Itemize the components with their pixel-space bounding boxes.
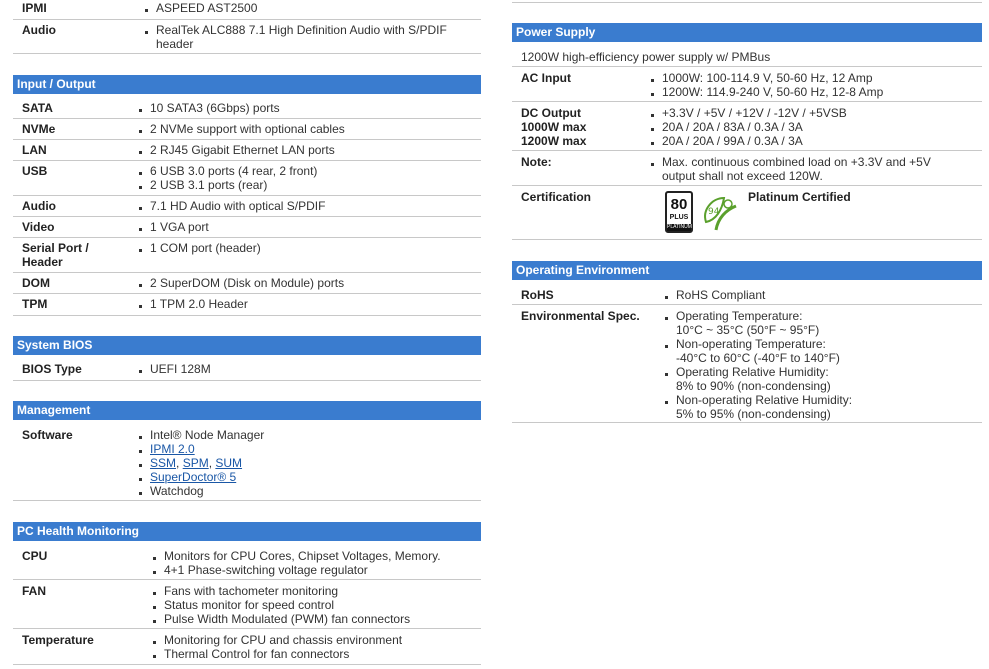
- value-item: +3.3V / +5V / +12V / -12V / +5VSB: [649, 106, 847, 120]
- row-values: [663, 309, 852, 421]
- spec-row-temperature: [13, 629, 481, 665]
- row-values: [137, 220, 209, 234]
- value-item-cont: 10°C ~ 35°C (50°F ~ 95°F): [676, 323, 820, 337]
- value-item-cont: header: [156, 37, 194, 51]
- row-label: BIOS Type: [22, 362, 82, 376]
- row-label: AC Input: [521, 71, 571, 85]
- row-values: [137, 241, 261, 255]
- svg-text:94: 94: [708, 207, 720, 217]
- spec-row-ipmi: [13, 0, 481, 20]
- row-label: NVMe: [22, 122, 56, 136]
- spec-row-dom: [13, 273, 481, 294]
- value-item: Monitors for CPU Cores, Chipset Voltages, Memory.: [151, 549, 441, 563]
- value-item: 2 NVMe support with optional cables: [137, 122, 345, 136]
- value-item: 2 RJ45 Gigabit Ethernet LAN ports: [137, 143, 335, 157]
- row-values: [663, 288, 765, 302]
- spec-row-lan: [13, 140, 481, 161]
- row-values: [137, 297, 248, 311]
- row-values: [143, 1, 257, 15]
- value-item: UEFI 128M: [137, 362, 211, 376]
- row-label: [521, 106, 586, 148]
- spec-row-tpm: [13, 294, 481, 316]
- spec-row-video: [13, 217, 481, 238]
- value-item: Operating Temperature:: [663, 309, 852, 323]
- row-label: IPMI: [22, 1, 47, 15]
- row-values: [649, 71, 883, 99]
- value-item: Status monitor for speed control: [151, 598, 410, 612]
- dc-label-line1: DC Output: [521, 106, 581, 120]
- value-item: Max. continuous combined load on +3.3V and +5V: [649, 155, 931, 169]
- spec-row-fan: [13, 580, 481, 629]
- power-intro-row: [512, 46, 982, 67]
- row-values: [137, 122, 345, 136]
- logo-plus: PLUS: [669, 214, 689, 221]
- link-separator: ,: [208, 456, 216, 470]
- row-values: [649, 155, 931, 183]
- spec-row-note: [512, 151, 982, 186]
- row-label: Video: [22, 220, 55, 234]
- row-label: DOM: [22, 276, 50, 290]
- spec-row-bios-type: [13, 359, 481, 381]
- row-label: CPU: [22, 549, 48, 563]
- row-label: Audio: [22, 199, 56, 213]
- value-item: 2 USB 3.1 ports (rear): [137, 178, 317, 192]
- value-item: 10 SATA3 (6Gbps) ports: [137, 101, 280, 115]
- row-label: TPM: [22, 297, 48, 311]
- value-item: [137, 442, 264, 456]
- ipmi-link[interactable]: IPMI 2.0: [150, 442, 195, 456]
- spec-row-audio: [13, 20, 481, 54]
- spec-row-serial: [13, 238, 481, 273]
- superdoctor-link[interactable]: SuperDoctor® 5: [150, 470, 237, 484]
- section-header-management: Management: [13, 401, 481, 420]
- spec-row-usb: [13, 161, 481, 196]
- spec-row-audio-io: [13, 196, 481, 217]
- spec-row-cpu: [13, 545, 481, 580]
- row-label-line1: Serial Port /: [22, 241, 89, 255]
- row-label: Audio: [22, 23, 56, 37]
- power-intro-text: 1200W high-efficiency power supply w/ PMBus: [521, 50, 771, 64]
- ssm-link[interactable]: SSM: [150, 456, 177, 470]
- row-label: Certification: [521, 190, 592, 204]
- row-values: [151, 549, 441, 577]
- section-header-pc-health: PC Health Monitoring: [13, 522, 481, 541]
- row-label: RoHS: [521, 288, 554, 302]
- row-label: Note:: [521, 155, 552, 169]
- divider: [512, 2, 982, 3]
- section-header-system-bios: System BIOS: [13, 336, 481, 355]
- row-values: [143, 23, 447, 51]
- value-item: 1200W: 114.9-240 V, 50-60 Hz, 12-8 Amp: [649, 85, 883, 99]
- dc-label-line2: 1000W max: [521, 120, 587, 134]
- value-item-cont: -40°C to 60°C (-40°F to 140°F): [676, 351, 840, 365]
- row-values: [151, 584, 410, 626]
- value-item: ASPEED AST2500: [143, 1, 257, 15]
- sum-link[interactable]: SUM: [215, 456, 243, 470]
- spec-row-environmental: [512, 305, 982, 423]
- value-item: 20A / 20A / 99A / 0.3A / 3A: [649, 134, 847, 148]
- value-item: Intel® Node Manager: [137, 428, 264, 442]
- row-values: [137, 143, 335, 157]
- spec-row-rohs: [512, 284, 982, 305]
- row-label: LAN: [22, 143, 47, 157]
- spm-link[interactable]: SPM: [182, 456, 209, 470]
- cert-value: Platinum Certified: [748, 190, 851, 204]
- value-item: 1 COM port (header): [137, 241, 261, 255]
- value-item: 4+1 Phase-switching voltage regulator: [151, 563, 441, 577]
- value-item: Watchdog: [137, 484, 264, 498]
- value-item: Operating Relative Humidity:: [663, 365, 852, 379]
- spec-row-nvme: [13, 119, 481, 140]
- spec-row-ac-input: [512, 67, 982, 102]
- row-values: [649, 106, 847, 148]
- row-label: [22, 241, 89, 269]
- value-item: 2 SuperDOM (Disk on Module) ports: [137, 276, 344, 290]
- row-values: [137, 428, 264, 498]
- dc-label-line3: 1200W max: [521, 134, 587, 148]
- value-item-cont: 5% to 95% (non-condensing): [676, 407, 831, 421]
- value-item: 7.1 HD Audio with optical S/PDIF: [137, 199, 325, 213]
- logo-tier: PLATINUM: [667, 224, 692, 230]
- value-item: 1000W: 100-114.9 V, 50-60 Hz, 12 Amp: [649, 71, 883, 85]
- section-header-input-output: Input / Output: [13, 75, 481, 94]
- value-item-cont: 8% to 90% (non-condensing): [676, 379, 831, 393]
- spec-row-sata: [13, 98, 481, 119]
- value-item: Monitoring for CPU and chassis environment: [151, 633, 402, 647]
- section-header-operating-environment: Operating Environment: [512, 261, 982, 280]
- value-item: [137, 456, 264, 470]
- value-item: 1 TPM 2.0 Header: [137, 297, 248, 311]
- value-item: Thermal Control for fan connectors: [151, 647, 402, 661]
- row-label: Temperature: [22, 633, 94, 647]
- value-item: 6 USB 3.0 ports (4 rear, 2 front): [137, 164, 317, 178]
- green-leaf-94-icon: [698, 192, 740, 234]
- value-item: Non-operating Temperature:: [663, 337, 852, 351]
- value-item-cont: output shall not exceed 120W.: [662, 169, 823, 183]
- row-values: [151, 633, 402, 661]
- value-item: RoHS Compliant: [663, 288, 765, 302]
- link-separator: ,: [176, 456, 183, 470]
- spec-row-certification: [512, 186, 982, 240]
- logo-number: 80: [670, 196, 688, 213]
- spec-row-software: [13, 424, 481, 501]
- row-values: [137, 276, 344, 290]
- spec-row-dc-output: [512, 102, 982, 151]
- value-item: Fans with tachometer monitoring: [151, 584, 410, 598]
- row-values: [137, 164, 317, 192]
- 80-plus-logo-icon: [665, 191, 693, 233]
- row-label: Software: [22, 428, 73, 442]
- value-item: [137, 470, 264, 484]
- row-values: [137, 101, 280, 115]
- value-item: 20A / 20A / 83A / 0.3A / 3A: [649, 120, 847, 134]
- row-values: [137, 362, 211, 376]
- value-item: Non-operating Relative Humidity:: [663, 393, 852, 407]
- row-label: FAN: [22, 584, 46, 598]
- section-header-power-supply: Power Supply: [512, 23, 982, 42]
- row-values: [137, 199, 325, 213]
- value-item: RealTek ALC888 7.1 High Definition Audio with S/PDIF: [143, 23, 447, 37]
- value-item: 1 VGA port: [137, 220, 209, 234]
- row-label: USB: [22, 164, 48, 178]
- row-label-line2: Header: [22, 255, 63, 269]
- row-label: Environmental Spec.: [521, 309, 640, 323]
- row-label: SATA: [22, 101, 53, 115]
- value-item: Pulse Width Modulated (PWM) fan connectors: [151, 612, 410, 626]
